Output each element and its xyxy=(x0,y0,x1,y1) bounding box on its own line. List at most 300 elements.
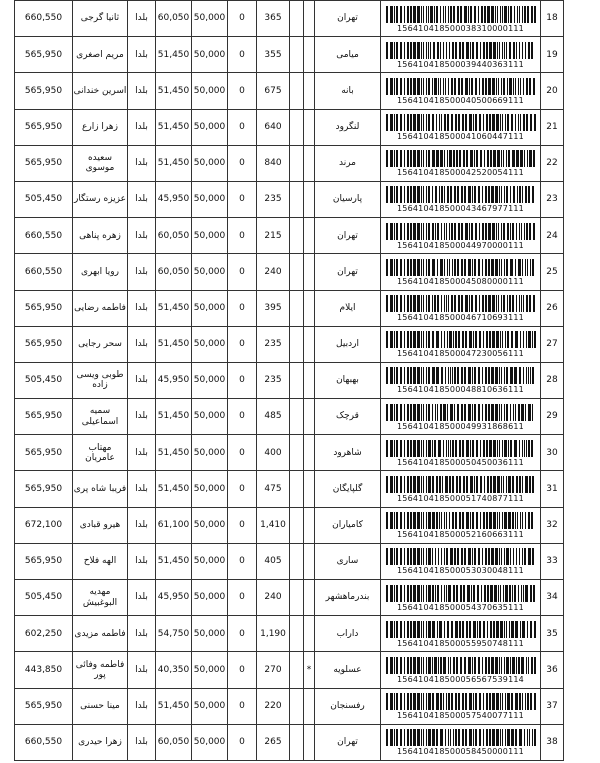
barcode-graphic xyxy=(386,693,536,710)
barcode-bar xyxy=(444,331,445,348)
barcode-bar xyxy=(421,223,422,240)
destination-city-cell: میامی xyxy=(315,37,381,73)
barcode-bar xyxy=(440,693,442,710)
barcode-number: 156410418500048810636111 xyxy=(397,385,524,395)
barcode-bar xyxy=(470,150,473,167)
barcode-number: 156410418500044970000111 xyxy=(397,240,524,250)
table-row xyxy=(15,218,564,254)
barcode-bar xyxy=(421,295,422,312)
barcode-bar xyxy=(484,476,485,493)
barcode-bar xyxy=(428,367,430,384)
barcode-bar xyxy=(407,512,409,529)
barcode-bar xyxy=(528,440,530,457)
barcode-bar xyxy=(447,621,449,638)
barcode-bar xyxy=(396,440,398,457)
price-cell: 54,750 xyxy=(156,616,192,652)
table-row xyxy=(15,471,564,507)
barcode-bar xyxy=(523,331,524,348)
barcode-bar xyxy=(413,512,416,529)
barcode-graphic xyxy=(386,42,536,59)
mark-cell xyxy=(304,580,315,616)
barcode-bar xyxy=(500,621,503,638)
barcode-bar xyxy=(407,6,409,23)
barcode-bar xyxy=(430,6,433,23)
barcode-bar xyxy=(491,657,494,674)
barcode-graphic xyxy=(386,295,536,312)
barcode-bar xyxy=(441,295,442,312)
row-number-cell: 20 xyxy=(541,73,564,109)
barcode-bar xyxy=(479,295,480,312)
barcode-bar xyxy=(404,367,405,384)
barcode-bar xyxy=(390,114,393,131)
barcode-bar xyxy=(482,548,483,565)
barcode-bar xyxy=(518,585,519,602)
barcode-bar xyxy=(448,6,449,23)
barcode-bar xyxy=(476,512,478,529)
barcode-bar xyxy=(413,621,416,638)
barcode-bar xyxy=(466,440,469,457)
barcode-bar xyxy=(428,331,430,348)
barcode-bar xyxy=(417,621,420,638)
destination-city-cell: لنگرود xyxy=(315,109,381,145)
barcode-bar xyxy=(400,693,402,710)
barcode-bar xyxy=(390,6,393,23)
barcode-bar xyxy=(492,331,495,348)
base-fee-cell: 50,000 xyxy=(192,688,228,724)
barcode-bar xyxy=(448,367,449,384)
barcode-bar xyxy=(504,186,505,203)
barcode-bar xyxy=(421,657,422,674)
empty-cell xyxy=(290,1,304,37)
price-cell: 60,050 xyxy=(156,1,192,37)
barcode-bar xyxy=(456,585,458,602)
mark-cell xyxy=(304,254,315,290)
barcode-bar xyxy=(502,440,503,457)
barcode-bar xyxy=(423,440,424,457)
barcode-bar xyxy=(462,621,464,638)
destination-city-cell: بندرماهشهر xyxy=(315,580,381,616)
barcode-bar xyxy=(486,331,488,348)
barcode-bar xyxy=(417,657,420,674)
barcode-bar xyxy=(516,476,518,493)
barcode-bar xyxy=(513,404,514,421)
price-cell: 51,450 xyxy=(156,688,192,724)
distance-cell: 265 xyxy=(257,724,290,760)
barcode-bar xyxy=(426,114,427,131)
barcode-bar xyxy=(498,295,499,312)
barcode-bar xyxy=(509,585,511,602)
barcode-bar xyxy=(474,548,476,565)
mark-cell xyxy=(304,399,315,435)
barcode-bar xyxy=(428,729,431,746)
barcode-bar xyxy=(525,585,528,602)
barcode-bar xyxy=(400,367,402,384)
barcode-bar xyxy=(501,186,502,203)
barcode-bar xyxy=(417,114,420,131)
service-type-cell: بلدا xyxy=(128,181,156,217)
barcode-bar xyxy=(448,78,449,95)
barcode-bar xyxy=(500,729,501,746)
barcode-bar xyxy=(445,78,446,95)
barcode-bar xyxy=(529,223,531,240)
barcode-bar xyxy=(426,729,427,746)
base-fee-cell: 50,000 xyxy=(192,181,228,217)
barcode-graphic xyxy=(386,186,536,203)
barcode-bar xyxy=(518,657,520,674)
barcode-bar xyxy=(455,42,457,59)
barcode-bar xyxy=(470,6,472,23)
destination-city-cell: ساری xyxy=(315,543,381,579)
barcode-bar xyxy=(390,476,393,493)
service-type-cell: بلدا xyxy=(128,254,156,290)
distance-cell: 1,190 xyxy=(257,616,290,652)
barcode-bar xyxy=(413,78,416,95)
barcode-bar xyxy=(527,259,528,276)
barcode-bar xyxy=(482,295,484,312)
mark-cell xyxy=(304,326,315,362)
row-number-cell: 31 xyxy=(541,471,564,507)
barcode-bar xyxy=(510,657,511,674)
barcode-bar xyxy=(501,476,502,493)
destination-city-cell: داراب xyxy=(315,616,381,652)
barcode-bar xyxy=(515,621,518,638)
barcode-bar xyxy=(444,259,445,276)
barcode-bar xyxy=(421,621,422,638)
barcode-bar xyxy=(482,404,483,421)
barcode-bar xyxy=(504,621,505,638)
extra-fee-cell: 0 xyxy=(228,688,257,724)
table-row xyxy=(15,254,564,290)
barcode-bar xyxy=(449,331,452,348)
barcode-bar xyxy=(520,512,521,529)
barcode-bar xyxy=(519,729,522,746)
barcode-bar xyxy=(426,548,427,565)
barcode-bar xyxy=(512,585,513,602)
barcode-cell xyxy=(381,724,541,760)
barcode-bar xyxy=(481,6,483,23)
barcode-bar xyxy=(428,114,430,131)
barcode-bar xyxy=(444,114,446,131)
barcode-bar xyxy=(432,367,435,384)
barcode-graphic xyxy=(386,657,536,674)
barcode-bar xyxy=(450,548,453,565)
destination-city-cell: تهران xyxy=(315,254,381,290)
barcode-bar xyxy=(396,621,398,638)
barcode-bar xyxy=(485,186,487,203)
barcode-bar xyxy=(441,223,442,240)
barcode-bar xyxy=(500,6,501,23)
barcode-cell xyxy=(381,543,541,579)
service-type-cell: بلدا xyxy=(128,688,156,724)
barcode-bar xyxy=(436,512,438,529)
barcode-bar xyxy=(507,295,508,312)
barcode-number: 156410418500055950748111 xyxy=(397,638,524,648)
barcode-bar xyxy=(455,693,457,710)
empty-cell xyxy=(290,399,304,435)
barcode-bar xyxy=(499,440,500,457)
barcode-bar xyxy=(404,476,405,493)
barcode-bar xyxy=(516,548,517,565)
barcode-bar xyxy=(520,621,521,638)
barcode-bar xyxy=(496,78,497,95)
barcode-bar xyxy=(394,585,395,602)
barcode-bar xyxy=(522,476,523,493)
barcode-bar xyxy=(474,259,476,276)
table-row xyxy=(15,145,564,181)
amount-cell: 602,250 xyxy=(15,616,73,652)
barcode-bar xyxy=(462,331,464,348)
row-number-cell: 30 xyxy=(541,435,564,471)
barcode-bar xyxy=(455,440,457,457)
barcode-bar xyxy=(472,404,473,421)
barcode-bar xyxy=(407,729,409,746)
barcode-bar xyxy=(502,331,503,348)
barcode-bar xyxy=(520,114,521,131)
barcode-bar xyxy=(449,512,450,529)
barcode-bar xyxy=(407,78,409,95)
barcode-bar xyxy=(476,476,478,493)
amount-cell: 565,950 xyxy=(15,109,73,145)
barcode-bar xyxy=(529,150,532,167)
barcode-bar xyxy=(428,404,430,421)
barcode-bar xyxy=(394,78,395,95)
barcode-bar xyxy=(423,223,424,240)
barcode-graphic xyxy=(386,621,536,638)
barcode-bar xyxy=(499,186,500,203)
barcode-bar xyxy=(386,186,388,203)
barcode-bar xyxy=(507,223,509,240)
barcode-bar xyxy=(469,621,471,638)
barcode-bar xyxy=(499,404,500,421)
barcode-bar xyxy=(417,331,420,348)
barcode-bar xyxy=(509,78,512,95)
barcode-bar xyxy=(457,186,459,203)
barcode-bar xyxy=(396,6,398,23)
barcode-bar xyxy=(400,548,402,565)
barcode-bar xyxy=(526,440,527,457)
barcode-bar xyxy=(458,331,460,348)
barcode-bar xyxy=(394,295,395,312)
destination-city-cell: بانه xyxy=(315,73,381,109)
barcode-bar xyxy=(449,259,450,276)
barcode-bar xyxy=(423,186,424,203)
barcode-bar xyxy=(468,367,471,384)
barcode-bar xyxy=(394,331,395,348)
amount-cell: 672,100 xyxy=(15,507,73,543)
barcode-bar xyxy=(482,657,483,674)
barcode-bar xyxy=(410,621,412,638)
barcode-bar xyxy=(453,150,455,167)
barcode-bar xyxy=(524,150,525,167)
barcode-bar xyxy=(499,657,500,674)
barcode-bar xyxy=(462,693,464,710)
price-cell: 45,950 xyxy=(156,580,192,616)
barcode-bar xyxy=(407,42,409,59)
barcode-bar xyxy=(446,223,447,240)
barcode-bar xyxy=(443,657,446,674)
barcode-cell xyxy=(381,688,541,724)
destination-city-cell: رفسنجان xyxy=(315,688,381,724)
barcode-bar xyxy=(417,150,420,167)
barcode-bar xyxy=(487,585,489,602)
barcode-bar xyxy=(448,440,449,457)
barcode-bar xyxy=(421,150,422,167)
barcode-bar xyxy=(514,367,517,384)
barcode-bar xyxy=(410,367,412,384)
empty-cell xyxy=(290,326,304,362)
barcode-bar xyxy=(511,729,514,746)
barcode-bar xyxy=(436,693,439,710)
barcode-bar xyxy=(390,259,393,276)
barcode-bar xyxy=(452,259,453,276)
barcode-bar xyxy=(417,440,420,457)
barcode-bar xyxy=(464,367,466,384)
barcode-bar xyxy=(473,693,474,710)
barcode-bar xyxy=(522,6,523,23)
barcode-bar xyxy=(519,476,521,493)
recipient-name-cell: سحر رجایی xyxy=(73,326,128,362)
barcode-bar xyxy=(390,404,393,421)
row-number-cell: 28 xyxy=(541,362,564,398)
barcode-bar xyxy=(413,693,416,710)
barcode-bar xyxy=(457,548,459,565)
barcode-bar xyxy=(450,186,452,203)
barcode-bar xyxy=(407,223,409,240)
base-fee-cell: 50,000 xyxy=(192,399,228,435)
barcode-bar xyxy=(423,657,424,674)
barcode-bar xyxy=(469,295,470,312)
barcode-bar xyxy=(421,186,422,203)
barcode-bar xyxy=(445,6,446,23)
barcode-bar xyxy=(501,404,502,421)
barcode-bar xyxy=(396,186,398,203)
barcode-bar xyxy=(526,114,528,131)
barcode-bar xyxy=(444,150,445,167)
barcode-bar xyxy=(443,693,444,710)
barcode-bar xyxy=(426,367,427,384)
barcode-number: 156410418500049931868611 xyxy=(397,421,524,431)
barcode-bar xyxy=(515,693,518,710)
barcode-bar xyxy=(510,440,512,457)
barcode-bar xyxy=(465,295,468,312)
barcode-bar xyxy=(475,729,477,746)
empty-cell xyxy=(290,254,304,290)
barcode-bar xyxy=(456,657,458,674)
distance-cell: 235 xyxy=(257,326,290,362)
barcode-bar xyxy=(446,693,447,710)
barcode-bar xyxy=(498,78,499,95)
service-type-cell: بلدا xyxy=(128,326,156,362)
barcode-bar xyxy=(426,693,427,710)
barcode-bar xyxy=(430,42,431,59)
barcode-graphic xyxy=(386,404,536,421)
barcode-bar xyxy=(508,512,511,529)
barcode-bar xyxy=(497,150,500,167)
barcode-bar xyxy=(476,440,478,457)
barcode-bar xyxy=(449,42,450,59)
barcode-graphic xyxy=(386,78,536,95)
base-fee-cell: 50,000 xyxy=(192,435,228,471)
barcode-bar xyxy=(497,512,498,529)
table-row xyxy=(15,399,564,435)
barcode-bar xyxy=(470,512,471,529)
barcode-bar xyxy=(462,114,464,131)
barcode-bar xyxy=(522,186,523,203)
service-type-cell: بلدا xyxy=(128,399,156,435)
barcode-bar xyxy=(459,440,461,457)
barcode-bar xyxy=(400,585,402,602)
barcode-bar xyxy=(440,42,441,59)
barcode-bar xyxy=(428,548,431,565)
barcode-bar xyxy=(386,693,388,710)
barcode-bar xyxy=(421,585,422,602)
barcode-bar xyxy=(459,512,461,529)
barcode-bar xyxy=(428,621,431,638)
barcode-bar xyxy=(457,404,459,421)
recipient-name-cell: مهدیه البوغبیش xyxy=(73,580,128,616)
price-cell: 51,450 xyxy=(156,399,192,435)
barcode-bar xyxy=(417,6,420,23)
barcode-bar xyxy=(501,78,502,95)
mark-cell xyxy=(304,290,315,326)
barcode-bar xyxy=(450,367,451,384)
barcode-bar xyxy=(417,78,420,95)
barcode-bar xyxy=(400,729,402,746)
barcode-bar xyxy=(526,78,528,95)
empty-cell xyxy=(290,181,304,217)
service-type-cell: بلدا xyxy=(128,73,156,109)
barcode-bar xyxy=(421,476,422,493)
barcode-number: 156410418500057540077111 xyxy=(397,711,524,721)
barcode-bar xyxy=(394,150,395,167)
barcode-bar xyxy=(407,585,409,602)
barcode-bar xyxy=(451,295,453,312)
barcode-bar xyxy=(474,150,475,167)
distance-cell: 270 xyxy=(257,652,290,688)
destination-city-cell: عسلویه xyxy=(315,652,381,688)
barcode-bar xyxy=(487,621,488,638)
barcode-bar xyxy=(453,729,454,746)
barcode-bar xyxy=(468,259,471,276)
barcode-bar xyxy=(494,585,497,602)
distance-cell: 840 xyxy=(257,145,290,181)
barcode-bar xyxy=(439,512,440,529)
barcode-bar xyxy=(478,6,479,23)
barcode-bar xyxy=(404,78,405,95)
barcode-bar xyxy=(423,78,424,95)
barcode-cell xyxy=(381,507,541,543)
barcode-bar xyxy=(407,404,409,421)
barcode-bar xyxy=(386,657,388,674)
barcode-cell xyxy=(381,616,541,652)
barcode-bar xyxy=(507,78,508,95)
table-row xyxy=(15,652,564,688)
barcode-bar xyxy=(470,440,471,457)
barcode-bar xyxy=(386,42,388,59)
price-cell: 51,450 xyxy=(156,471,192,507)
barcode-graphic xyxy=(386,331,536,348)
barcode-bar xyxy=(501,150,502,167)
service-type-cell: بلدا xyxy=(128,109,156,145)
barcode-bar xyxy=(517,6,518,23)
barcode-bar xyxy=(519,6,520,23)
barcode-bar xyxy=(426,6,427,23)
barcode-graphic xyxy=(386,512,536,529)
barcode-bar xyxy=(506,150,507,167)
price-cell: 61,100 xyxy=(156,507,192,543)
barcode-bar xyxy=(473,114,474,131)
barcode-bar xyxy=(520,78,521,95)
